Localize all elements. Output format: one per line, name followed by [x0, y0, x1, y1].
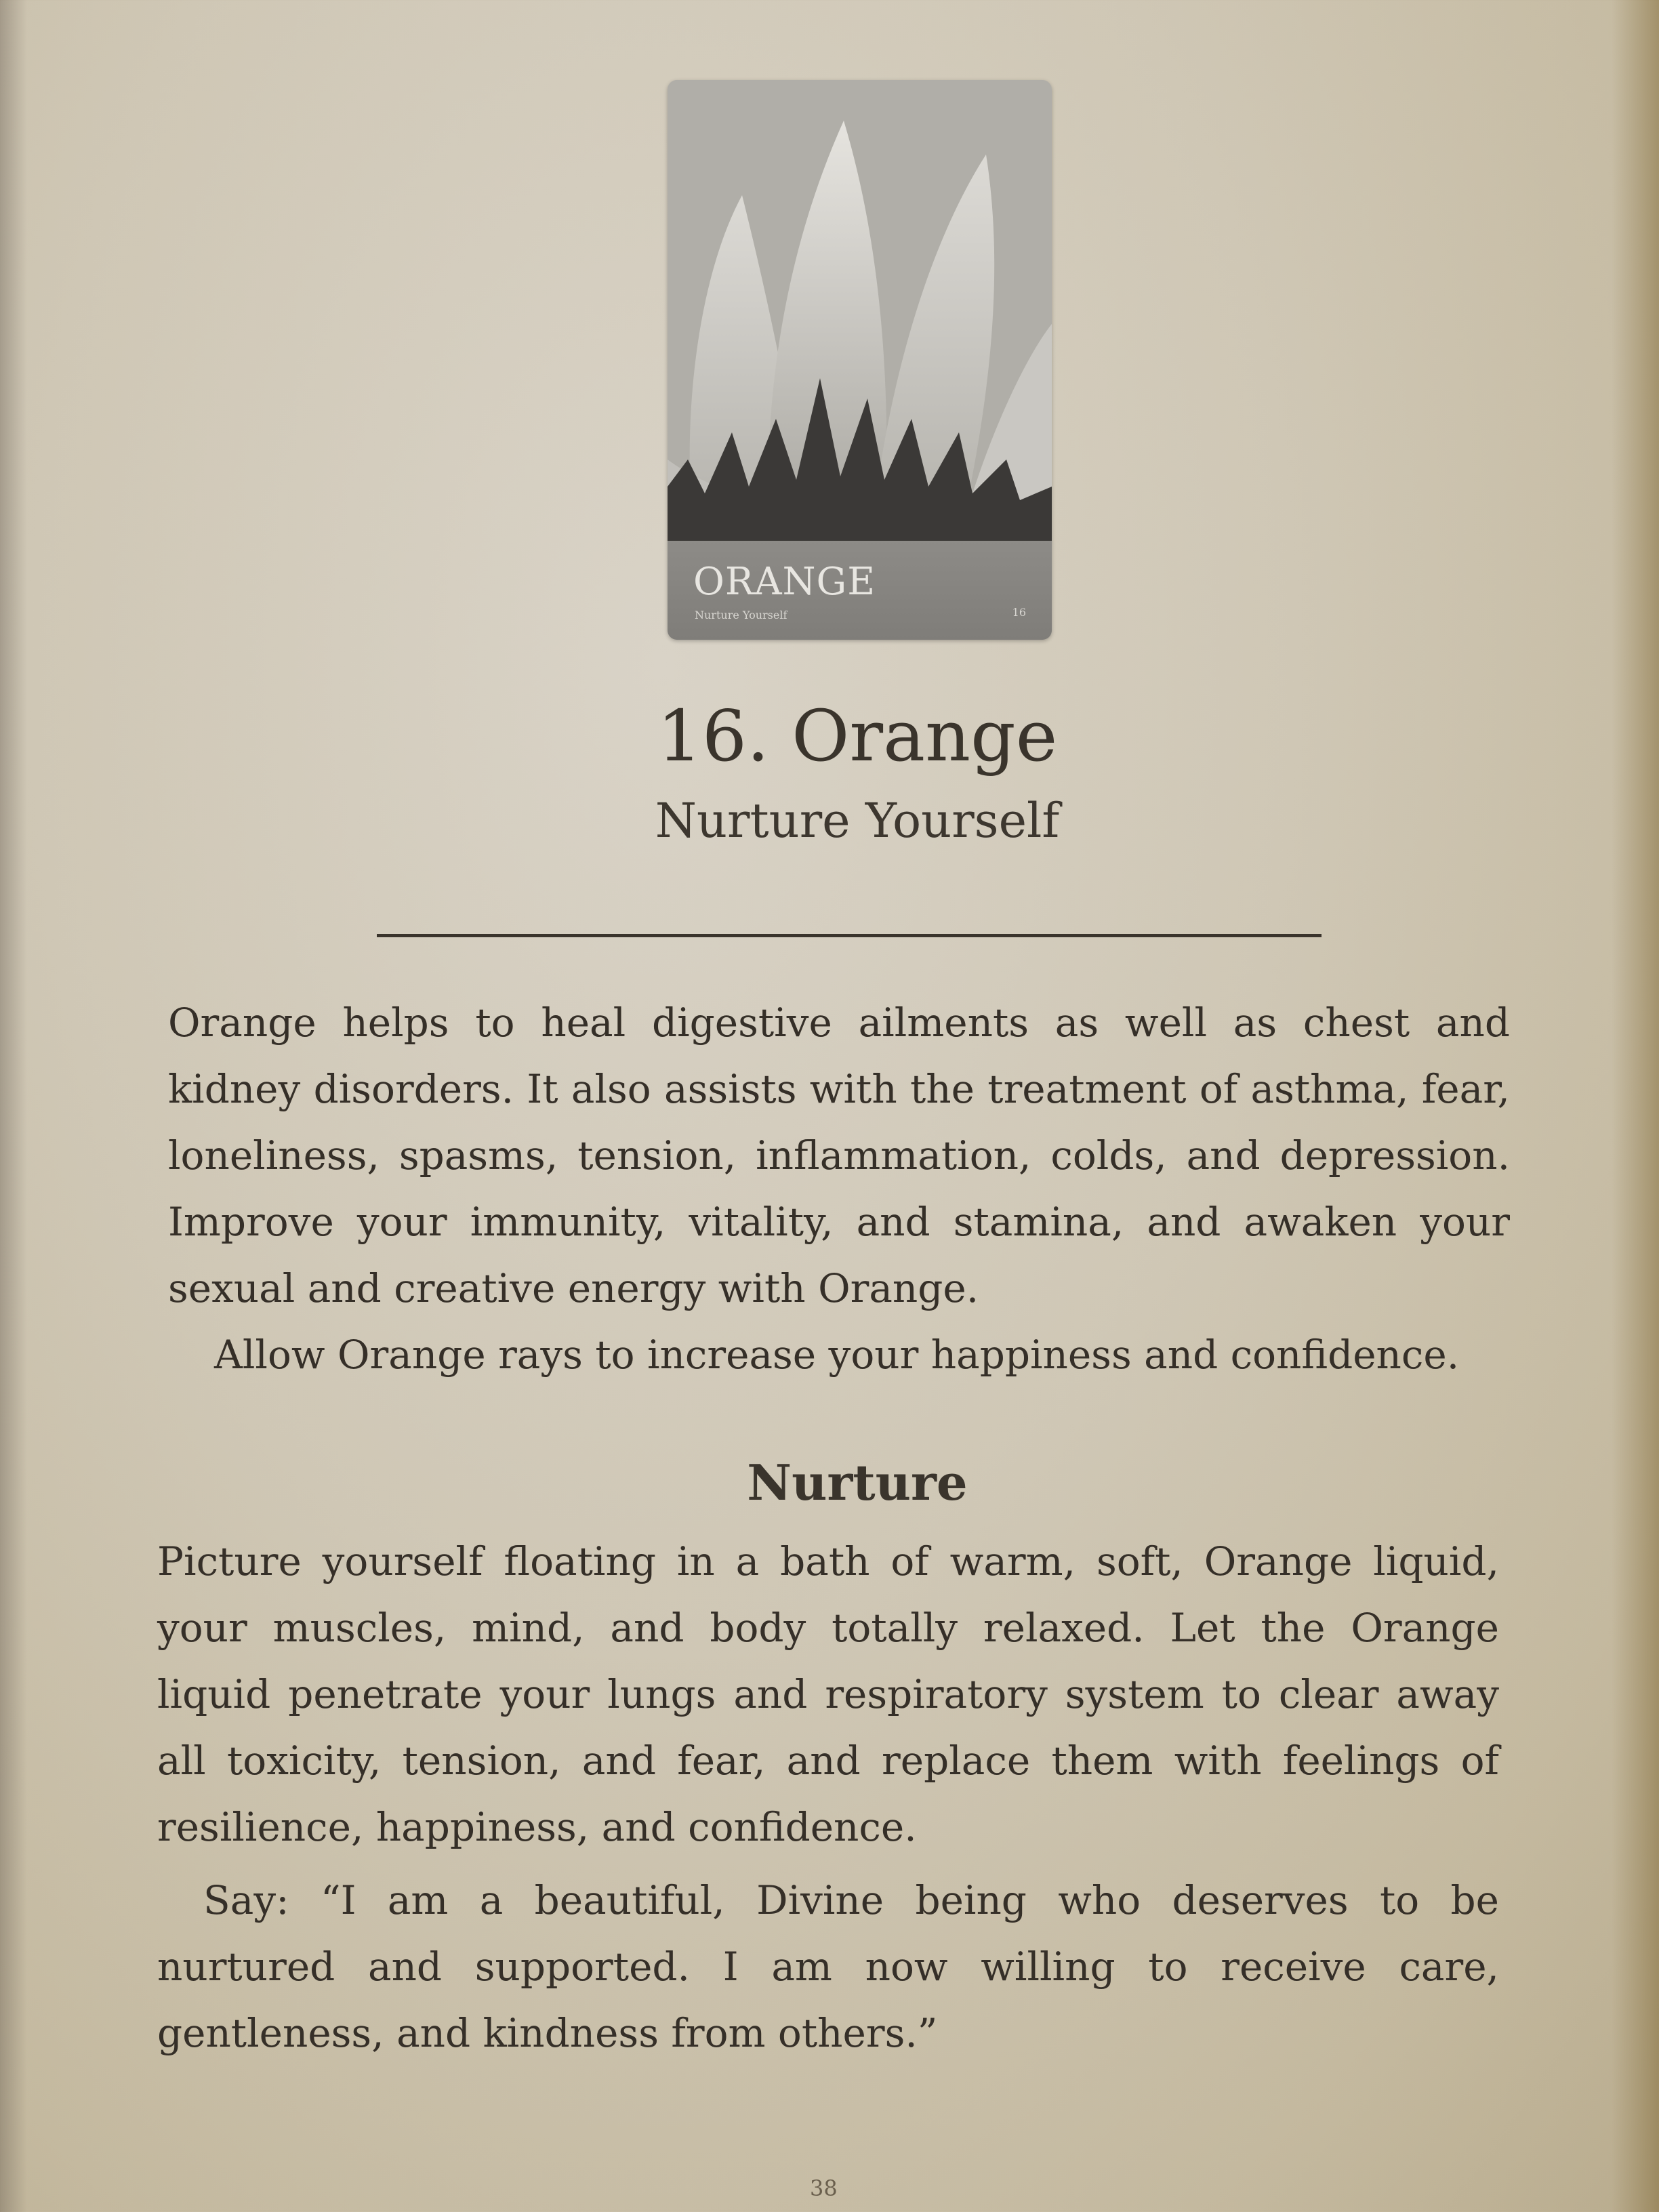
chapter-subtitle: Nurture Yourself [655, 793, 1060, 848]
section-heading: Nurture [747, 1454, 968, 1511]
page-number: 38 [810, 2175, 838, 2201]
oracle-card-image [668, 80, 1052, 640]
card-title: ORANGE [693, 560, 876, 604]
body-paragraph-2: Allow Orange rays to increase your happiness and confidence. [214, 1332, 1460, 1378]
nurture-paragraph-1: Picture yourself floating in a bath of warm, soft, Orange liquid, your muscles, mind, and body totally relaxed. Let the Orange liquid penetrate your lungs and respiratory system to clear away all toxicity, tension, and fear, and replace them with feelings of resilience, happiness, and confidence. [157, 1538, 1499, 1850]
card-subtitle: Nurture Yourself [695, 609, 787, 621]
chapter-title: 16. Orange [657, 695, 1058, 777]
section-divider [377, 934, 1322, 937]
page-edge-shadow-right [1612, 0, 1659, 2212]
card-number: 16 [1012, 606, 1026, 619]
page-edge-shadow-left [0, 0, 27, 2212]
body-paragraph-1: Orange helps to heal digestive ailments as well as chest and kidney disorders. It also assists with the treatment of asthma, fear, loneliness, spasms, tension, inflammation, colds, and depression. Improve your immunity, vitality, and stamina, and awaken your sexual and creative energy with Orange. [168, 1000, 1510, 1311]
card-label-band [668, 541, 1052, 640]
flower-petals-illustration [668, 80, 1052, 541]
nurture-paragraph-2: Say: “I am a beautiful, Divine being who deserves to be nurtured and supported. I am now willing to receive care, gentleness, and kindness from others.” [157, 1877, 1499, 2056]
